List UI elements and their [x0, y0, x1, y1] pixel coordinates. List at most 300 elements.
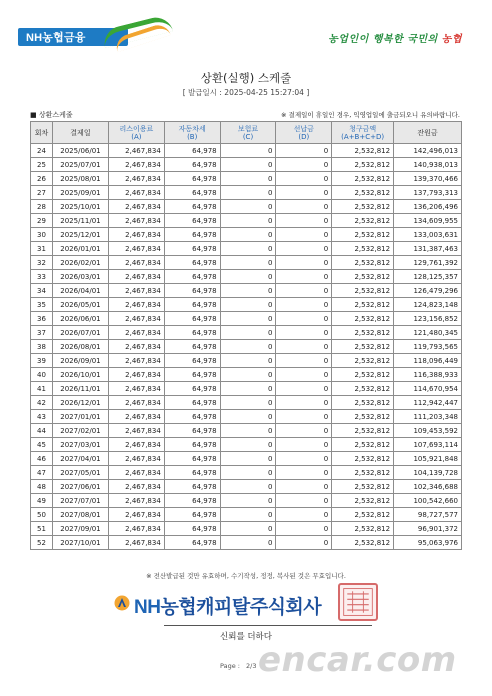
table-cell: 2027/01/01: [52, 410, 108, 424]
table-cell: 109,453,592: [394, 424, 462, 438]
table-cell: 40: [31, 368, 53, 382]
table-cell: 105,921,848: [394, 452, 462, 466]
table-cell: 0: [220, 200, 276, 214]
table-cell: 2,467,834: [108, 466, 164, 480]
table-cell: 2027/05/01: [52, 466, 108, 480]
column-header: [52, 122, 108, 144]
table-cell: 107,693,114: [394, 438, 462, 452]
table-cell: 48: [31, 480, 53, 494]
table-cell: 34: [31, 284, 53, 298]
table-header-row: [31, 122, 462, 144]
table-cell: 0: [276, 284, 332, 298]
table-cell: 31: [31, 242, 53, 256]
table-row: [31, 312, 462, 326]
column-header-label: 잔원금: [417, 128, 438, 137]
table-cell: 121,480,345: [394, 326, 462, 340]
table-cell: 36: [31, 312, 53, 326]
table-cell: 2027/04/01: [52, 452, 108, 466]
table-cell: 2,467,834: [108, 298, 164, 312]
table-cell: 52: [31, 536, 53, 550]
table-cell: 0: [276, 172, 332, 186]
table-cell: 2,532,812: [332, 466, 394, 480]
column-header-label: 결제일: [70, 128, 91, 137]
column-header: [276, 122, 332, 144]
table-cell: 2025/12/01: [52, 228, 108, 242]
table-cell: 100,542,660: [394, 494, 462, 508]
table-cell: 0: [276, 368, 332, 382]
table-row: [31, 326, 462, 340]
table-cell: 2,532,812: [332, 242, 394, 256]
table-row: [31, 298, 462, 312]
table-cell: 2,532,812: [332, 424, 394, 438]
slogan-green: 농업인이 행복한 국민의: [328, 34, 442, 45]
table-cell: 64,978: [164, 312, 220, 326]
table-row: [31, 396, 462, 410]
table-cell: 2,532,812: [332, 508, 394, 522]
table-cell: 2,467,834: [108, 256, 164, 270]
table-cell: 41: [31, 382, 53, 396]
company-seal-stamp: [338, 583, 378, 621]
table-cell: 64,978: [164, 214, 220, 228]
table-cell: 2027/10/01: [52, 536, 108, 550]
table-cell: 0: [220, 354, 276, 368]
table-cell: 27: [31, 186, 53, 200]
table-cell: 0: [276, 438, 332, 452]
table-cell: 2026/07/01: [52, 326, 108, 340]
table-cell: 2027/08/01: [52, 508, 108, 522]
table-cell: 0: [276, 452, 332, 466]
table-cell: 2026/03/01: [52, 270, 108, 284]
logo-text: NH농협금융: [26, 32, 86, 44]
table-cell: 45: [31, 438, 53, 452]
table-cell: 114,670,954: [394, 382, 462, 396]
table-cell: 2,467,834: [108, 172, 164, 186]
table-cell: 0: [220, 298, 276, 312]
table-cell: 64,978: [164, 536, 220, 550]
table-cell: 38: [31, 340, 53, 354]
table-cell: 0: [276, 298, 332, 312]
table-cell: 2,467,834: [108, 536, 164, 550]
table-cell: 0: [220, 536, 276, 550]
column-header: [220, 122, 276, 144]
table-cell: 123,156,852: [394, 312, 462, 326]
table-cell: 24: [31, 144, 53, 158]
column-header-sub: (D): [298, 132, 310, 141]
table-cell: 2,467,834: [108, 312, 164, 326]
table-cell: 2,532,812: [332, 382, 394, 396]
table-cell: 2,467,834: [108, 480, 164, 494]
table-cell: 2026/12/01: [52, 396, 108, 410]
table-cell: 2,467,834: [108, 214, 164, 228]
table-cell: 2027/03/01: [52, 438, 108, 452]
table-cell: 104,139,728: [394, 466, 462, 480]
table-cell: 116,388,933: [394, 368, 462, 382]
table-cell: 124,823,148: [394, 298, 462, 312]
table-cell: 64,978: [164, 452, 220, 466]
table-row: [31, 354, 462, 368]
table-cell: 0: [220, 480, 276, 494]
table-row: [31, 340, 462, 354]
table-cell: 2,532,812: [332, 270, 394, 284]
table-cell: 0: [276, 158, 332, 172]
table-cell: 0: [276, 480, 332, 494]
column-header-label: 리스이용료: [119, 124, 154, 133]
tagline: 신뢰를 더하다: [220, 632, 272, 642]
column-header-sub: (A+B+C+D): [341, 132, 385, 141]
column-header-label: 자동차세: [178, 124, 206, 133]
table-cell: 0: [220, 312, 276, 326]
table-cell: 2,467,834: [108, 186, 164, 200]
table-cell: 139,370,466: [394, 172, 462, 186]
column-header: [31, 122, 53, 144]
table-cell: 2,532,812: [332, 298, 394, 312]
table-row: [31, 368, 462, 382]
table-cell: 0: [276, 508, 332, 522]
table-cell: 0: [220, 172, 276, 186]
table-cell: 129,761,392: [394, 256, 462, 270]
table-cell: 2026/10/01: [52, 368, 108, 382]
table-row: [31, 214, 462, 228]
table-cell: 2,467,834: [108, 368, 164, 382]
company-nh: NH: [134, 597, 161, 618]
table-row: [31, 186, 462, 200]
table-row: [31, 480, 462, 494]
table-row: [31, 200, 462, 214]
table-cell: 64,978: [164, 270, 220, 284]
table-cell: 0: [276, 214, 332, 228]
table-cell: 2026/11/01: [52, 382, 108, 396]
table-cell: 2,532,812: [332, 312, 394, 326]
table-row: [31, 172, 462, 186]
table-cell: 64,978: [164, 228, 220, 242]
table-cell: 0: [276, 200, 332, 214]
table-cell: 140,938,013: [394, 158, 462, 172]
table-cell: 2,532,812: [332, 284, 394, 298]
table-cell: 64,978: [164, 438, 220, 452]
encar-watermark: encar.com: [258, 640, 457, 680]
table-cell: 0: [276, 340, 332, 354]
table-cell: 25: [31, 158, 53, 172]
table-cell: 2,467,834: [108, 326, 164, 340]
column-header: [394, 122, 462, 144]
table-cell: 0: [276, 186, 332, 200]
table-cell: 2027/02/01: [52, 424, 108, 438]
table-cell: 0: [220, 522, 276, 536]
table-cell: 2026/01/01: [52, 242, 108, 256]
table-cell: 2,532,812: [332, 354, 394, 368]
table-cell: 2,467,834: [108, 410, 164, 424]
table-cell: 0: [220, 284, 276, 298]
table-cell: 0: [220, 382, 276, 396]
table-cell: 2,467,834: [108, 144, 164, 158]
table-cell: 0: [276, 466, 332, 480]
table-cell: 28: [31, 200, 53, 214]
table-cell: 64,978: [164, 298, 220, 312]
table-cell: 64,978: [164, 186, 220, 200]
table-cell: 2,532,812: [332, 200, 394, 214]
table-row: [31, 452, 462, 466]
table-cell: 64,978: [164, 340, 220, 354]
table-cell: 2,532,812: [332, 214, 394, 228]
table-cell: 0: [276, 312, 332, 326]
table-cell: 2026/02/01: [52, 256, 108, 270]
table-cell: 2025/08/01: [52, 172, 108, 186]
table-cell: 64,978: [164, 424, 220, 438]
table-cell: 2,467,834: [108, 242, 164, 256]
table-cell: 2027/07/01: [52, 494, 108, 508]
table-cell: 95,063,976: [394, 536, 462, 550]
table-cell: 2,532,812: [332, 522, 394, 536]
table-cell: 0: [220, 494, 276, 508]
table-cell: 131,387,463: [394, 242, 462, 256]
table-cell: 0: [276, 522, 332, 536]
table-cell: 51: [31, 522, 53, 536]
table-cell: 2,532,812: [332, 494, 394, 508]
issue-datetime: [ 발급일시 : 2025-04-25 15:27:04 ]: [182, 88, 310, 97]
table-cell: 2,467,834: [108, 396, 164, 410]
table-cell: 2026/05/01: [52, 298, 108, 312]
table-row: [31, 242, 462, 256]
company-name: 농협캐피탈주식회사: [160, 597, 322, 618]
table-cell: 2027/06/01: [52, 480, 108, 494]
table-cell: 0: [276, 256, 332, 270]
table-cell: 0: [276, 270, 332, 284]
table-cell: 2,532,812: [332, 536, 394, 550]
table-cell: 2,532,812: [332, 340, 394, 354]
table-cell: 0: [220, 186, 276, 200]
table-row: [31, 270, 462, 284]
table-cell: 0: [220, 466, 276, 480]
table-row: [31, 256, 462, 270]
table-cell: 0: [220, 158, 276, 172]
table-cell: 39: [31, 354, 53, 368]
table-cell: 64,978: [164, 144, 220, 158]
table-cell: 0: [276, 494, 332, 508]
column-header: [164, 122, 220, 144]
table-cell: 2027/09/01: [52, 522, 108, 536]
footer-divider: [164, 625, 372, 626]
table-cell: 32: [31, 256, 53, 270]
table-cell: 2,532,812: [332, 452, 394, 466]
column-header-label: 보험료: [237, 124, 259, 133]
table-cell: 64,978: [164, 172, 220, 186]
table-cell: 0: [220, 256, 276, 270]
table-cell: 2025/11/01: [52, 214, 108, 228]
table-cell: 0: [220, 214, 276, 228]
table-cell: 134,609,955: [394, 214, 462, 228]
column-header-label: 선납금: [293, 124, 314, 133]
document-title: 상환(실행) 스케줄: [200, 71, 292, 85]
table-cell: 64,978: [164, 382, 220, 396]
table-row: [31, 508, 462, 522]
table-cell: 42: [31, 396, 53, 410]
table-cell: 2,467,834: [108, 452, 164, 466]
table-cell: 2,532,812: [332, 186, 394, 200]
table-cell: 0: [276, 424, 332, 438]
table-cell: 30: [31, 228, 53, 242]
table-cell: 2,467,834: [108, 354, 164, 368]
table-cell: 2,467,834: [108, 424, 164, 438]
table-cell: 128,125,357: [394, 270, 462, 284]
table-row: [31, 536, 462, 550]
table-cell: 0: [220, 228, 276, 242]
table-cell: 0: [276, 410, 332, 424]
validity-note: ※ 전산발급된 것만 유효하며, 수기작성, 정정, 복사된 것은 무효입니다.: [146, 572, 346, 580]
table-cell: 0: [220, 144, 276, 158]
table-cell: 2,532,812: [332, 480, 394, 494]
column-header: [332, 122, 394, 144]
column-header: [108, 122, 164, 144]
table-cell: 2,532,812: [332, 158, 394, 172]
table-cell: 2,532,812: [332, 144, 394, 158]
table-cell: 64,978: [164, 410, 220, 424]
table-cell: 118,096,449: [394, 354, 462, 368]
table-cell: 2,532,812: [332, 172, 394, 186]
table-cell: 0: [276, 382, 332, 396]
holiday-note: ※ 결제일이 휴일인 경우, 익영업일에 출금되오니 유의바랍니다.: [281, 111, 460, 119]
table-row: [31, 410, 462, 424]
table-cell: 2026/04/01: [52, 284, 108, 298]
table-cell: 29: [31, 214, 53, 228]
table-row: [31, 466, 462, 480]
section-label: ■ 상환스케줄: [30, 111, 73, 119]
table-cell: 2,532,812: [332, 410, 394, 424]
table-cell: 119,793,565: [394, 340, 462, 354]
table-cell: 0: [276, 326, 332, 340]
table-cell: 2,532,812: [332, 256, 394, 270]
table-cell: 64,978: [164, 466, 220, 480]
table-cell: 0: [220, 340, 276, 354]
table-cell: 2,467,834: [108, 522, 164, 536]
table-cell: 136,206,496: [394, 200, 462, 214]
table-cell: 2025/07/01: [52, 158, 108, 172]
table-cell: 2,467,834: [108, 270, 164, 284]
table-cell: 0: [276, 396, 332, 410]
table-cell: 112,942,447: [394, 396, 462, 410]
table-cell: 2026/09/01: [52, 354, 108, 368]
table-row: [31, 158, 462, 172]
table-cell: 0: [220, 452, 276, 466]
table-cell: 44: [31, 424, 53, 438]
nh-symbol-icon: [114, 595, 130, 611]
column-header-label: 회차: [34, 128, 49, 137]
table-cell: 64,978: [164, 242, 220, 256]
table-cell: 64,978: [164, 508, 220, 522]
table-cell: 0: [276, 536, 332, 550]
table-cell: 33: [31, 270, 53, 284]
table-cell: 2,467,834: [108, 284, 164, 298]
table-cell: 2,532,812: [332, 368, 394, 382]
table-cell: 0: [220, 424, 276, 438]
table-cell: 98,727,577: [394, 508, 462, 522]
table-cell: 0: [220, 410, 276, 424]
table-cell: 64,978: [164, 522, 220, 536]
table-row: [31, 144, 462, 158]
table-cell: 0: [276, 242, 332, 256]
table-cell: 126,479,296: [394, 284, 462, 298]
table-cell: 37: [31, 326, 53, 340]
table-cell: 2026/08/01: [52, 340, 108, 354]
table-cell: 64,978: [164, 494, 220, 508]
table-cell: 96,901,372: [394, 522, 462, 536]
table-cell: 46: [31, 452, 53, 466]
table-cell: 64,978: [164, 368, 220, 382]
table-cell: 2,467,834: [108, 200, 164, 214]
table-cell: 2,467,834: [108, 228, 164, 242]
table-cell: 2,532,812: [332, 396, 394, 410]
table-cell: 64,978: [164, 396, 220, 410]
table-cell: 43: [31, 410, 53, 424]
slogan-red: 농협: [441, 34, 462, 45]
table-cell: 2025/06/01: [52, 144, 108, 158]
table-cell: 142,496,013: [394, 144, 462, 158]
table-cell: 2,467,834: [108, 340, 164, 354]
table-cell: 2026/06/01: [52, 312, 108, 326]
table-row: [31, 522, 462, 536]
table-cell: 0: [220, 396, 276, 410]
table-cell: 64,978: [164, 256, 220, 270]
table-cell: 64,978: [164, 200, 220, 214]
table-cell: 35: [31, 298, 53, 312]
table-cell: 0: [276, 354, 332, 368]
table-cell: 0: [220, 368, 276, 382]
table-cell: 137,793,313: [394, 186, 462, 200]
repayment-schedule-table: [30, 121, 462, 550]
table-cell: 2,532,812: [332, 438, 394, 452]
table-row: [31, 284, 462, 298]
table-cell: 64,978: [164, 158, 220, 172]
table-row: [31, 382, 462, 396]
table-cell: 0: [276, 144, 332, 158]
table-row: [31, 424, 462, 438]
table-cell: 111,203,348: [394, 410, 462, 424]
page-number: 2/3: [246, 662, 257, 670]
slogan: [328, 30, 462, 45]
table-cell: 64,978: [164, 284, 220, 298]
table-cell: 0: [220, 508, 276, 522]
table-cell: 47: [31, 466, 53, 480]
column-header-sub: (A): [131, 132, 142, 141]
table-cell: 2,467,834: [108, 158, 164, 172]
table-cell: 0: [220, 242, 276, 256]
table-cell: 102,346,688: [394, 480, 462, 494]
table-cell: 0: [276, 228, 332, 242]
column-header-label: 청구금액: [349, 124, 377, 133]
table-cell: 2,532,812: [332, 326, 394, 340]
table-body: [31, 144, 462, 550]
table-cell: 133,003,631: [394, 228, 462, 242]
table-cell: 50: [31, 508, 53, 522]
table-cell: 2,467,834: [108, 494, 164, 508]
table-row: [31, 228, 462, 242]
page-label: Page :: [220, 662, 240, 670]
table-cell: 2025/09/01: [52, 186, 108, 200]
column-header-sub: (B): [187, 132, 198, 141]
table-row: [31, 494, 462, 508]
page-header: [0, 0, 492, 56]
table-cell: 2,532,812: [332, 228, 394, 242]
column-header-sub: (C): [242, 132, 254, 141]
table-row: [31, 438, 462, 452]
table-cell: 64,978: [164, 354, 220, 368]
table-cell: 0: [220, 326, 276, 340]
table-cell: 64,978: [164, 326, 220, 340]
table-cell: 64,978: [164, 480, 220, 494]
table-cell: 49: [31, 494, 53, 508]
table-cell: 0: [220, 270, 276, 284]
table-cell: 2,467,834: [108, 382, 164, 396]
table-cell: 2,467,834: [108, 438, 164, 452]
